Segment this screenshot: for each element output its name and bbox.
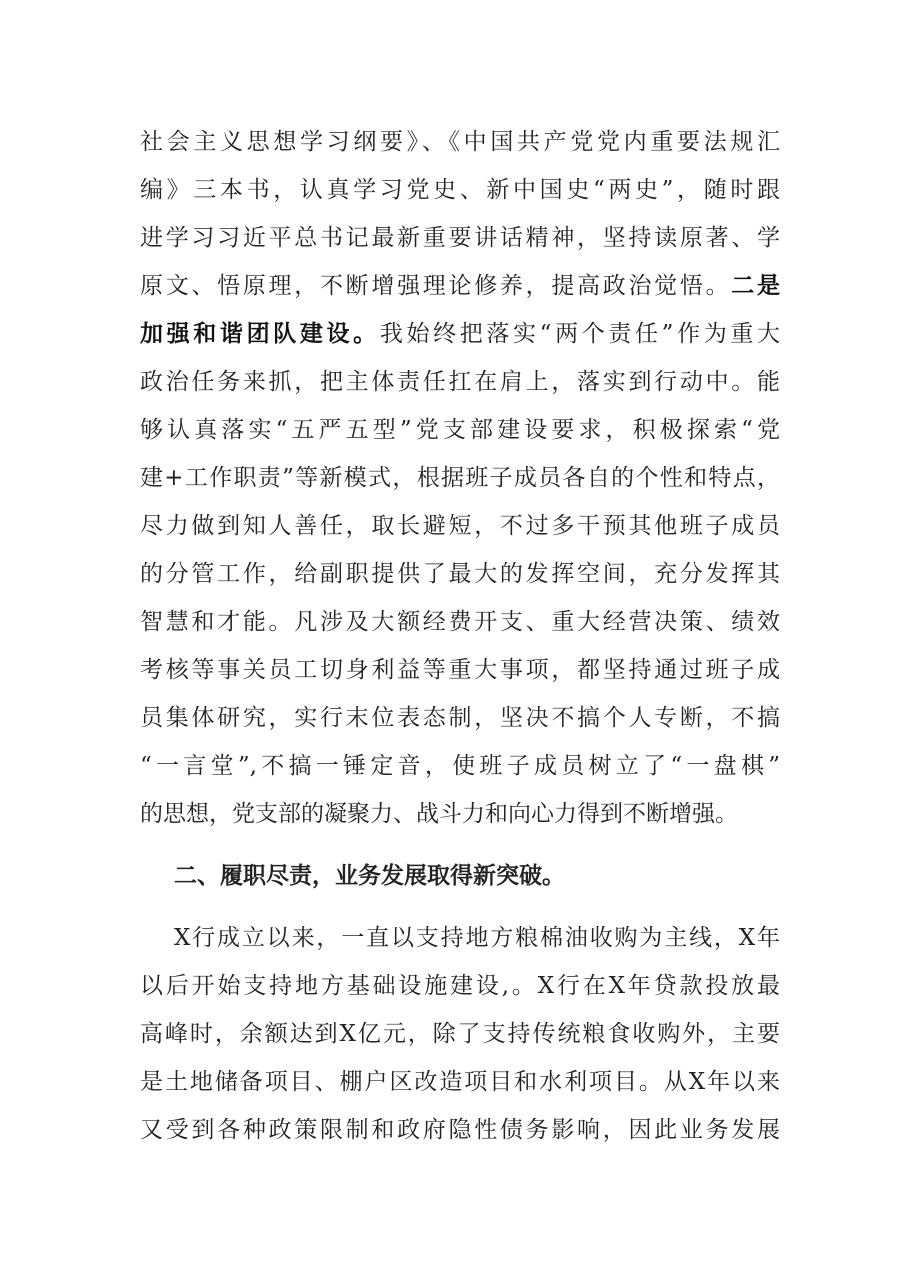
text-line: 员集体研究，实行末位表态制，坚决不搞个人专断，不搞 <box>140 705 780 731</box>
section-heading: 二、履职尽责，业务发展取得新突破。 <box>174 862 565 889</box>
text-line: 高峰时，余额达到X亿元，除了支持传统粮食收购外，主要 <box>140 1021 780 1047</box>
text-line: 建+工作职责”等新模式，根据班子成员各自的个性和特点， <box>140 465 780 491</box>
text-line: 编》三本书，认真学习党史、新中国史“两史”，随时跟 <box>140 177 780 203</box>
text-line: 的分管工作，给副职提供了最大的发挥空间，充分发挥其 <box>140 561 780 587</box>
text-line <box>140 310 780 358</box>
text-line: 以后开始支持地方基础设施建设,。X行在X年贷款投放最 <box>140 973 780 999</box>
text-line <box>140 262 780 310</box>
text-line: 进学习习近平总书记最新重要讲话精神，坚持读原著、学 <box>140 225 780 251</box>
paragraph-party-building <box>140 118 780 838</box>
text-line: 考核等事关员工切身利益等重大事项，都坚持通过班子成 <box>140 657 780 683</box>
bold-point-label: 二是 <box>731 272 781 299</box>
text-span: 原文、悟原理，不断增强理论修养，提高政治觉悟。 <box>140 273 732 299</box>
paragraph-business-development <box>140 914 780 1154</box>
text-line: 是土地储备项目、棚户区改造项目和水利项目。从X年以来 <box>140 1069 780 1095</box>
text-line: “一言堂”,不搞一锤定音，使班子成员树立了“一盘棋” <box>140 753 780 779</box>
text-line: 尽力做到知人善任，取长避短，不过多干预其他班子成员 <box>140 513 780 539</box>
text-line: 的思想，党支部的凝聚力、战斗力和向心力得到不断增强。 <box>140 801 738 827</box>
text-line: X行成立以来，一直以支持地方粮棉油收购为主线，X年 <box>174 925 780 951</box>
text-line: 智慧和才能。凡涉及大额经费开支、重大经营决策、绩效 <box>140 609 780 635</box>
bold-point-title: 加强和谐团队建设。 <box>140 320 380 347</box>
text-line: 够认真落实“五严五型”党支部建设要求，积极探索“党 <box>140 417 780 443</box>
document-body <box>140 118 780 1154</box>
text-line: 又受到各种政策限制和政府隐性债务影响，因此业务发展 <box>140 1117 780 1143</box>
text-line: 社会主义思想学习纲要》、《中国共产党党内重要法规汇 <box>140 129 780 155</box>
text-line: 政治任务来抓，把主体责任扛在肩上，落实到行动中。能 <box>140 369 780 395</box>
text-span: 我始终把落实“两个责任”作为重大 <box>379 321 780 347</box>
